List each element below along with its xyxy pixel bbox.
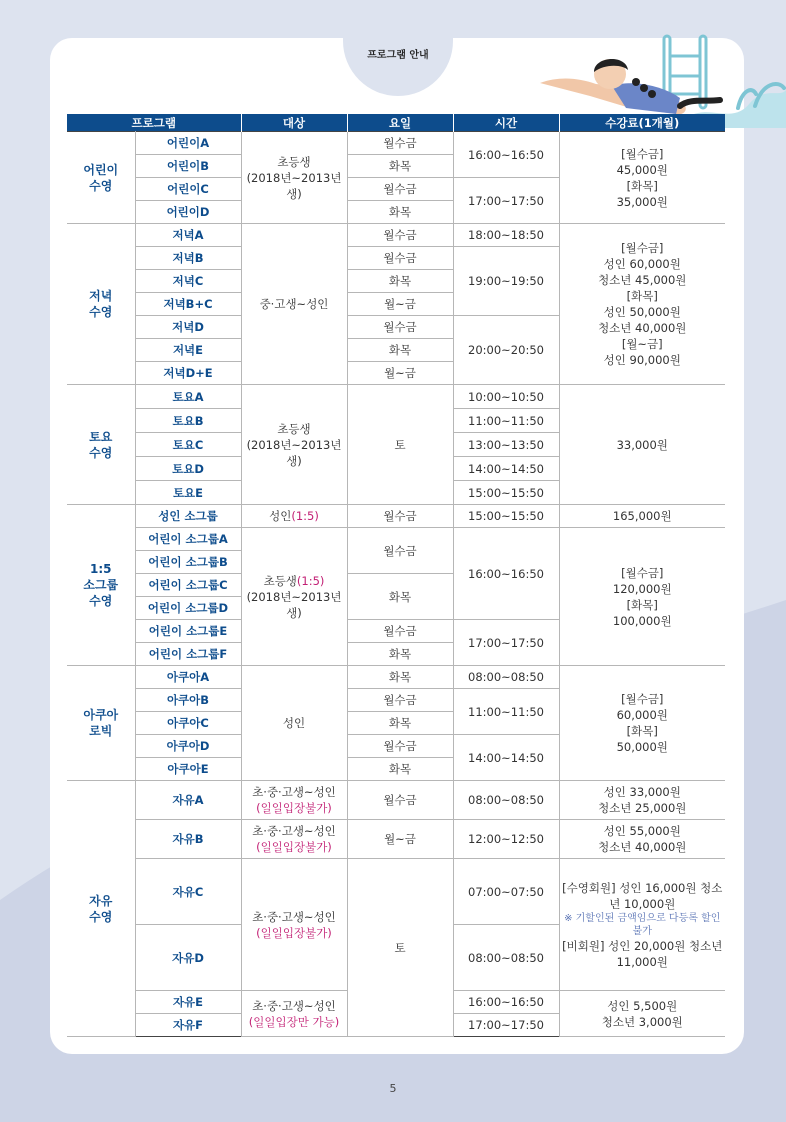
- program-name: 어린이D: [135, 201, 241, 224]
- target-cell: 성인: [241, 666, 347, 781]
- day-cell: 월~금: [347, 293, 453, 316]
- section-aqua: [67, 666, 725, 781]
- target-cell: 중·고생~성인: [241, 224, 347, 385]
- time-cell: 19:00~19:50: [453, 247, 559, 316]
- program-name: 아쿠아D: [135, 735, 241, 758]
- day-cell: 월~금: [347, 362, 453, 385]
- time-cell: 16:00~16:50: [453, 991, 559, 1014]
- program-name: 토요A: [135, 385, 241, 409]
- day-cell: 월수금: [347, 620, 453, 643]
- time-cell: 15:00~15:50: [453, 481, 559, 505]
- program-name: 어린이 소그룹A: [135, 528, 241, 551]
- section-free: [67, 781, 725, 1037]
- program-name: 자유D: [135, 925, 241, 991]
- program-name: 어린이 소그룹C: [135, 574, 241, 597]
- header-fee: 수강료(1개월): [559, 114, 725, 132]
- program-name: 자유A: [135, 781, 241, 820]
- day-cell: 화목: [347, 339, 453, 362]
- program-name: 어린이 소그룹F: [135, 643, 241, 666]
- fee-cell: [월수금] 45,000원 [화목] 35,000원: [559, 132, 725, 224]
- program-name: 저녁D+E: [135, 362, 241, 385]
- day-cell: 월수금: [347, 528, 453, 574]
- program-name: 성인 소그룹: [135, 505, 241, 528]
- fee-cell: [월수금] 120,000원 [화목] 100,000원: [559, 528, 725, 666]
- day-cell: 월수금: [347, 247, 453, 270]
- program-name: 자유B: [135, 820, 241, 859]
- section-kids: [67, 132, 725, 224]
- program-name: 저녁D: [135, 316, 241, 339]
- ratio-text: (1:5): [296, 573, 325, 588]
- program-name: 아쿠아C: [135, 712, 241, 735]
- day-cell: 화목: [347, 201, 453, 224]
- target-cell: [241, 859, 347, 991]
- program-name: 어린이A: [135, 132, 241, 155]
- target-cell: 초등생 (2018년~2013년생): [241, 385, 347, 505]
- header-program: 프로그램: [67, 114, 241, 132]
- time-cell: 16:00~16:50: [453, 528, 559, 620]
- header-time: 시간: [453, 114, 559, 132]
- table-row: [67, 132, 725, 155]
- time-cell: 14:00~14:50: [453, 735, 559, 781]
- fee-cell: [월수금] 성인 60,000원 청소년 45,000원 [화목] 성인 50,000원 청소년 40,000원 [월~금] 성인 90,000원: [559, 224, 725, 385]
- entry-note: (일일입장불가): [256, 925, 332, 940]
- day-cell: 화목: [347, 574, 453, 620]
- program-name: 토요D: [135, 457, 241, 481]
- target-text: 초·중·고생~성인: [252, 824, 336, 838]
- fee-cell: 165,000원: [559, 505, 725, 528]
- entry-note: (일일입장불가): [256, 840, 332, 854]
- day-cell: 토: [347, 859, 453, 1037]
- time-cell: 11:00~11:50: [453, 409, 559, 433]
- time-cell: 17:00~17:50: [453, 178, 559, 224]
- header-target: 대상: [241, 114, 347, 132]
- program-name: 토요B: [135, 409, 241, 433]
- time-cell: 10:00~10:50: [453, 385, 559, 409]
- day-cell: 화목: [347, 155, 453, 178]
- target-cell: [241, 528, 347, 666]
- day-cell: 토: [347, 385, 453, 505]
- target-cell: [241, 820, 347, 859]
- day-cell: 월수금: [347, 224, 453, 247]
- ratio-text: (1:5): [291, 509, 319, 523]
- program-name: 자유E: [135, 991, 241, 1014]
- program-name: 아쿠아E: [135, 758, 241, 781]
- fee-cell: [559, 859, 725, 991]
- target-text: 초등생: [263, 573, 297, 588]
- fee-member: [수영회원] 성인 16,000원 청소년 10,000원: [562, 880, 723, 911]
- program-name: 어린이C: [135, 178, 241, 201]
- page-title: 프로그램 안내: [367, 50, 429, 61]
- target-text: 초·중·고생~성인: [252, 785, 336, 799]
- day-cell: 월수금: [347, 735, 453, 758]
- day-cell: 월수금: [347, 505, 453, 528]
- group-label: 아쿠아 로빅: [67, 666, 135, 781]
- day-cell: 화목: [347, 758, 453, 781]
- swimmer-illustration: [530, 28, 786, 128]
- program-name: 아쿠아B: [135, 689, 241, 712]
- day-cell: 화목: [347, 270, 453, 293]
- program-name: 어린이 소그룹D: [135, 597, 241, 620]
- table-row: [67, 859, 725, 925]
- program-name: 아쿠아A: [135, 666, 241, 689]
- fee-cell: 성인 5,500원 청소년 3,000원: [559, 991, 725, 1037]
- day-cell: 월수금: [347, 132, 453, 155]
- fee-cell: 33,000원: [559, 385, 725, 505]
- target-cell: 초등생 (2018년~2013년생): [241, 132, 347, 224]
- program-name: 저녁B: [135, 247, 241, 270]
- fee-cell: 성인 33,000원 청소년 25,000원: [559, 781, 725, 820]
- day-cell: 화목: [347, 666, 453, 689]
- fee-cell: 성인 55,000원 청소년 40,000원: [559, 820, 725, 859]
- day-cell: 월~금: [347, 820, 453, 859]
- time-cell: 11:00~11:50: [453, 689, 559, 735]
- day-cell: 월수금: [347, 316, 453, 339]
- fee-note: ※ 기할인된 금액임으로 다등록 할인 불가: [564, 912, 721, 937]
- time-cell: 18:00~18:50: [453, 224, 559, 247]
- program-name: 어린이 소그룹B: [135, 551, 241, 574]
- schedule-table: [67, 114, 725, 1037]
- table-row: [67, 666, 725, 689]
- program-name: 자유F: [135, 1014, 241, 1037]
- time-cell: 07:00~07:50: [453, 859, 559, 925]
- program-name: 저녁A: [135, 224, 241, 247]
- program-name: 어린이B: [135, 155, 241, 178]
- time-cell: 20:00~20:50: [453, 316, 559, 385]
- target-cell: [241, 505, 347, 528]
- fee-nonmember: [비회원] 성인 20,000원 청소년 11,000원: [562, 938, 723, 969]
- time-cell: 13:00~13:50: [453, 433, 559, 457]
- target-cell: [241, 781, 347, 820]
- target-text: 초·중·고생~성인: [252, 998, 336, 1013]
- program-name: 토요C: [135, 433, 241, 457]
- group-label: 1:5 소그룹 수영: [67, 505, 135, 666]
- time-cell: 12:00~12:50: [453, 820, 559, 859]
- program-name: 저녁C: [135, 270, 241, 293]
- page-number: 5: [389, 1082, 397, 1095]
- section-evening: [67, 224, 725, 385]
- program-name: 저녁B+C: [135, 293, 241, 316]
- section-small-group: [67, 505, 725, 666]
- table-row: [67, 820, 725, 859]
- day-cell: 월수금: [347, 178, 453, 201]
- group-label: 저녁 수영: [67, 224, 135, 385]
- day-cell: 월수금: [347, 689, 453, 712]
- group-label: 어린이 수영: [67, 132, 135, 224]
- time-cell: 08:00~08:50: [453, 925, 559, 991]
- section-saturday: [67, 385, 725, 505]
- day-cell: 화목: [347, 712, 453, 735]
- day-cell: 화목: [347, 643, 453, 666]
- program-name: 자유C: [135, 859, 241, 925]
- table-row: [67, 224, 725, 247]
- entry-note: (일일입장만 가능): [248, 1014, 340, 1029]
- program-name: 저녁E: [135, 339, 241, 362]
- target-text: 초·중·고생~성인: [252, 909, 336, 924]
- table-row: [67, 505, 725, 528]
- target-cell: [241, 991, 347, 1037]
- table-row: [67, 385, 725, 409]
- time-cell: 17:00~17:50: [453, 1014, 559, 1037]
- time-cell: 08:00~08:50: [453, 781, 559, 820]
- table-row: [67, 781, 725, 820]
- day-cell: 월수금: [347, 781, 453, 820]
- time-cell: 17:00~17:50: [453, 620, 559, 666]
- target-text: 성인: [269, 509, 292, 523]
- entry-note: (일일입장불가): [256, 801, 332, 815]
- table-header-row: [67, 114, 725, 132]
- group-label: 토요 수영: [67, 385, 135, 505]
- time-cell: 15:00~15:50: [453, 505, 559, 528]
- table-row: [67, 528, 725, 551]
- target-years: (2018년~2013년생): [246, 589, 342, 620]
- time-cell: 16:00~16:50: [453, 132, 559, 178]
- time-cell: 14:00~14:50: [453, 457, 559, 481]
- fee-cell: [월수금] 60,000원 [화목] 50,000원: [559, 666, 725, 781]
- time-cell: 08:00~08:50: [453, 666, 559, 689]
- header-day: 요일: [347, 114, 453, 132]
- program-name: 토요E: [135, 481, 241, 505]
- program-name: 어린이 소그룹E: [135, 620, 241, 643]
- group-label: 자유 수영: [67, 781, 135, 1037]
